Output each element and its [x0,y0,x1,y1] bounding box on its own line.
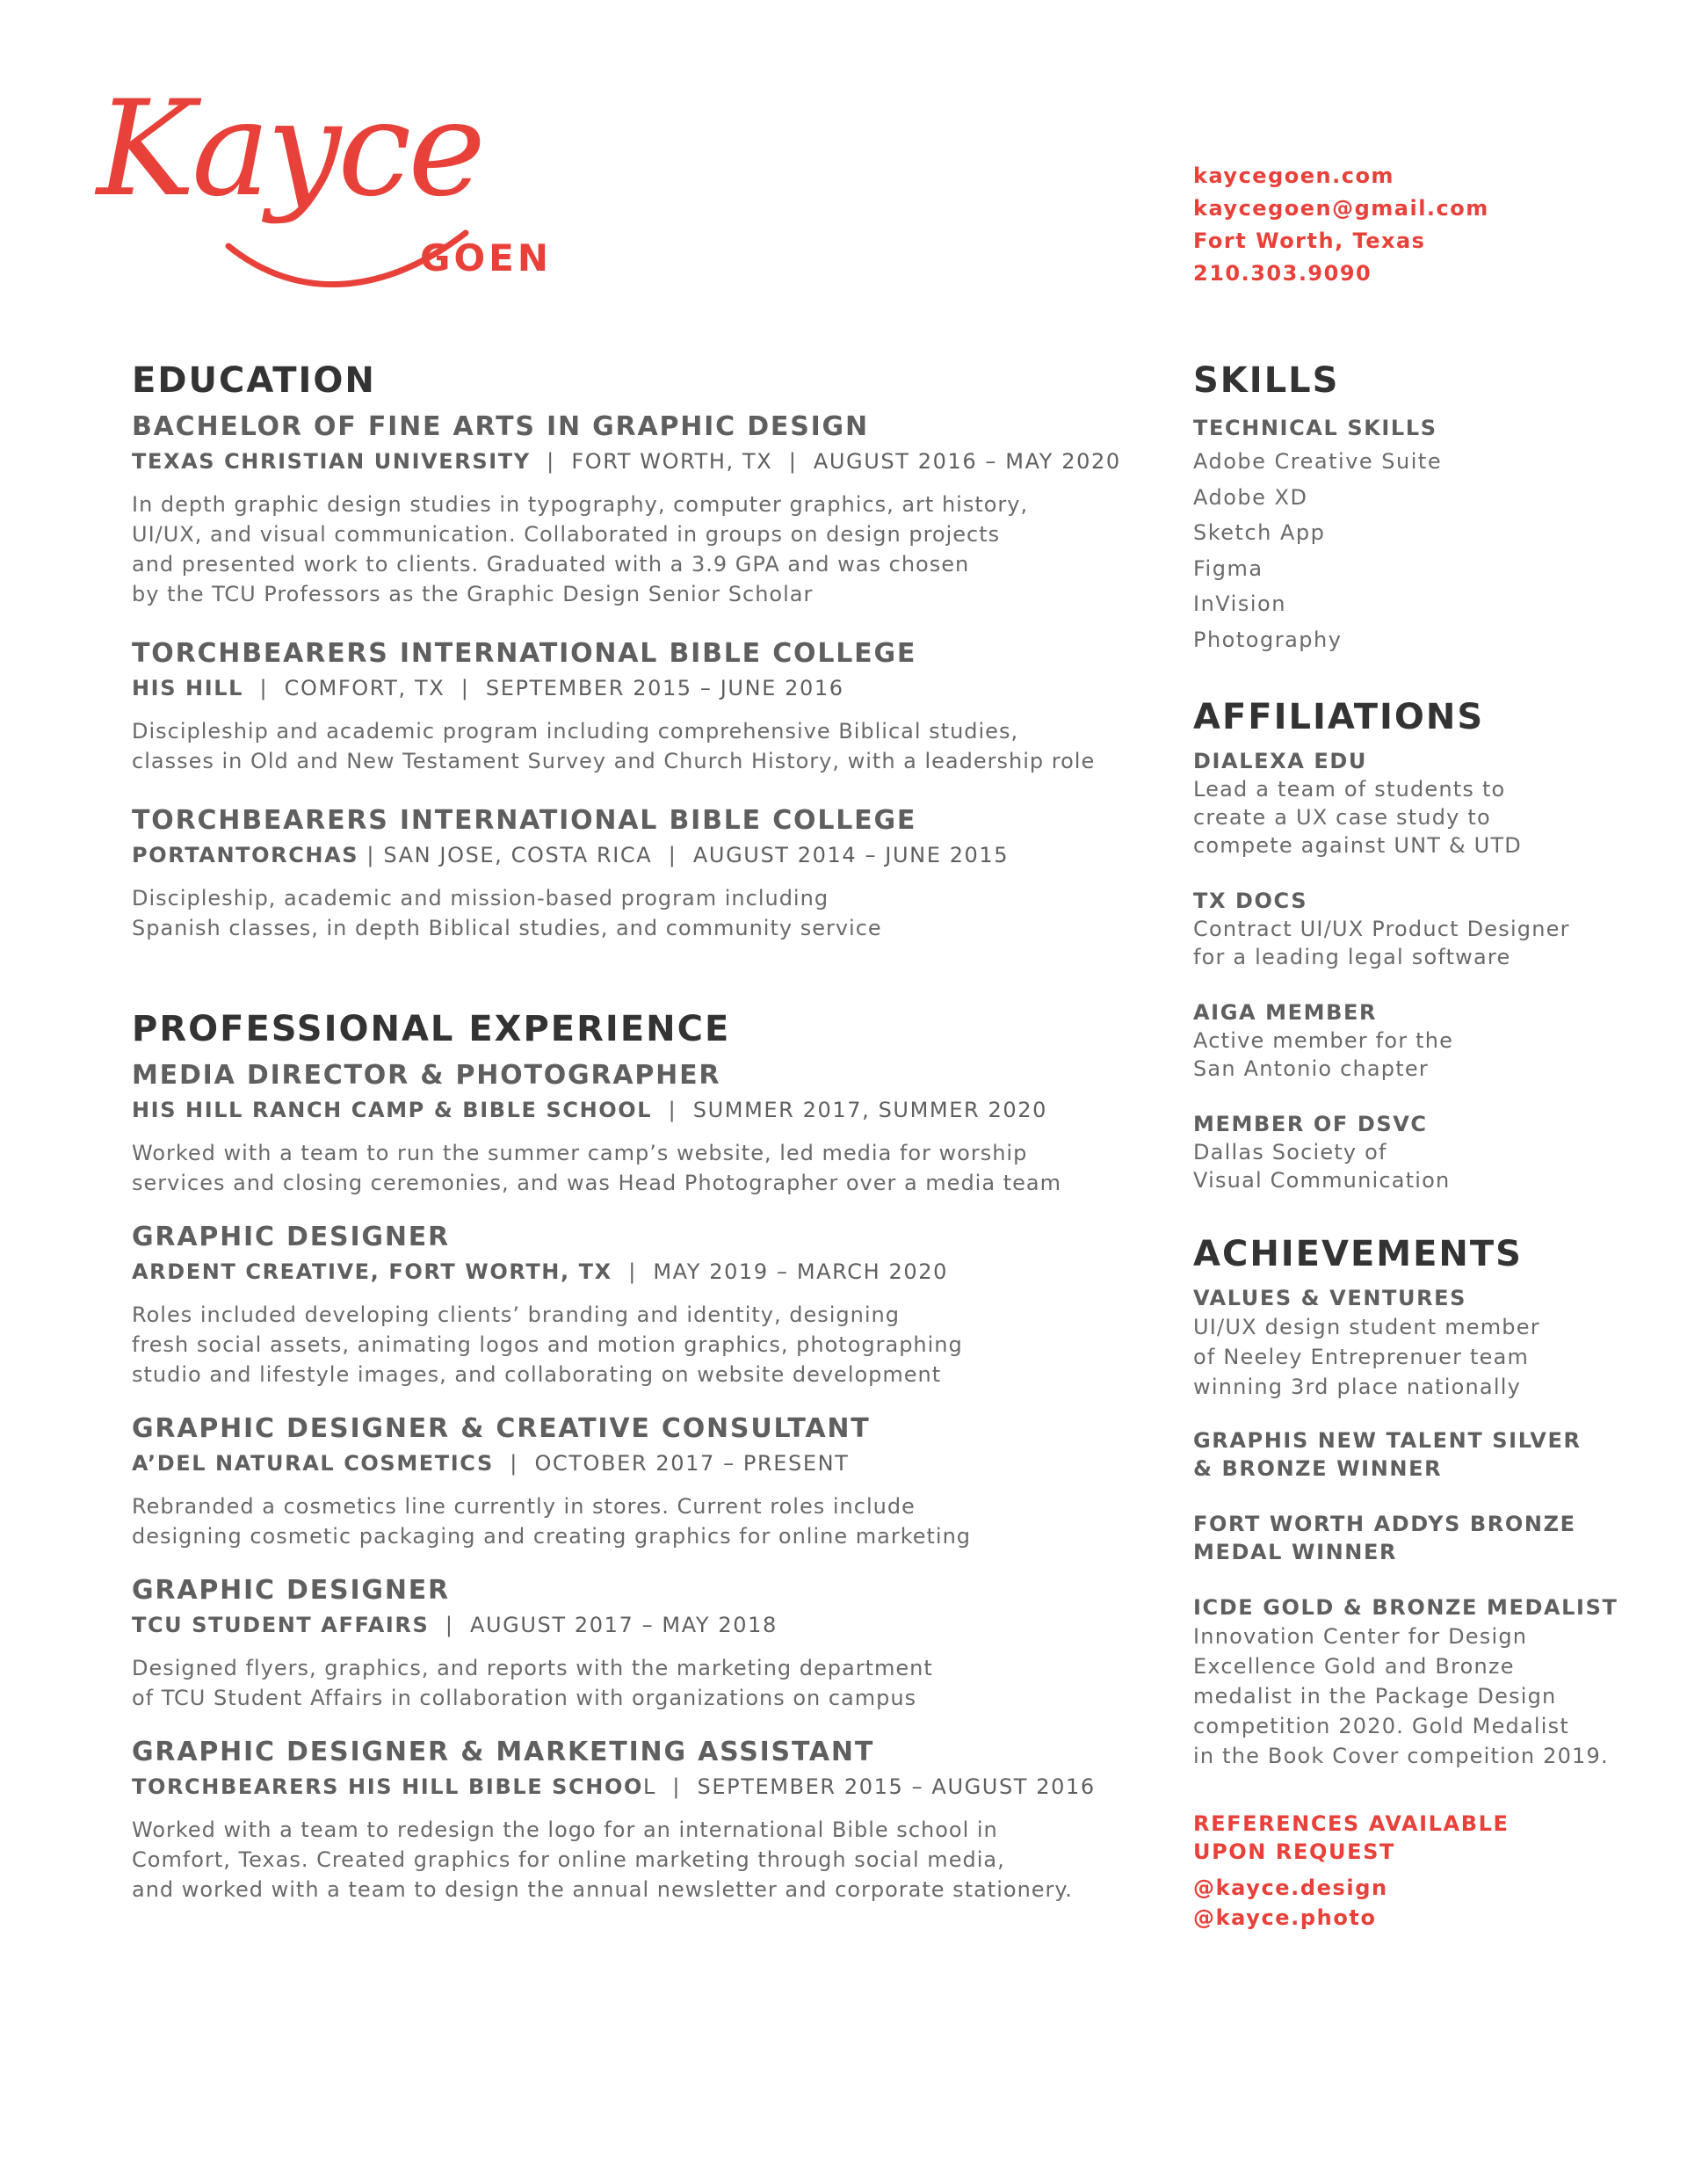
achievement-title: FORT WORTH ADDYS BRONZE [1193,1512,1576,1536]
desc-line: Spanish classes, in depth Biblical studies, and community service [132,916,882,940]
affiliation-entry [1193,1110,1615,1194]
experience-entry [132,1572,1151,1713]
desc-line: and presented work to clients. Graduated with a 3.9 GPA and was chosen [132,552,970,577]
entry-description [132,1653,1151,1713]
desc-line: studio and lifestyle images, and collaborating on website development [132,1362,942,1387]
affiliations-section [1193,693,1615,1194]
achievement-entry [1193,1593,1618,1771]
desc-line: Designed flyers, graphics, and reports with the marketing department [132,1656,933,1680]
experience-entry [132,1734,1151,1905]
affiliation-title: AIGA MEMBER [1193,1000,1378,1025]
phone-text: 210.303.9090 [1193,261,1372,286]
affiliation-title: MEMBER OF DSVC [1193,1112,1428,1136]
desc-line: and worked with a team to design the annual newsletter and corporate stationery. [132,1877,1073,1902]
entry-details: | SAN JOSE, COSTA RICA | AUGUST 2014 – JUNE 2015 [358,843,1010,867]
entry-meta [132,1256,1151,1288]
entry-title: TORCHBEARERS INTERNATIONAL BIBLE COLLEGE [132,805,917,836]
entry-title: BACHELOR OF FINE ARTS IN GRAPHIC DESIGN [132,411,869,442]
entry-meta [132,1609,1151,1641]
affiliation-line: Lead a team of students to [1193,777,1506,802]
right-column [1193,356,1618,1933]
website-link[interactable]: kaycegoen.com [1193,163,1394,188]
affiliation-line: Visual Communication [1193,1168,1451,1193]
skill-item: InVision [1193,591,1286,616]
achievement-line: competition 2020. Gold Medalist [1193,1714,1569,1738]
entry-org: PORTANTORCHAS [132,843,359,867]
entry-meta [132,1094,1151,1126]
experience-entry [132,1057,1151,1198]
affiliation-entry [1193,747,1615,860]
desc-line: services and closing ceremonies, and was Head Photographer over a media team [132,1171,1061,1195]
section-heading: EDUCATION [132,360,376,401]
entry-description [132,490,1151,609]
education-entry [132,635,1151,776]
affiliation-line: Contract UI/UX Product Designer [1193,917,1570,941]
achievement-title: GRAPHIS NEW TALENT SILVER [1193,1428,1582,1453]
contact-block [1193,160,1489,290]
section-heading: PROFESSIONAL EXPERIENCE [132,1009,731,1049]
desc-line: In depth graphic design studies in typography, computer graphics, art history, [132,492,1029,517]
affiliation-line: Dallas Society of [1193,1140,1387,1165]
entry-details: | FORT WORTH, TX | AUGUST 2016 – MAY 2020 [530,449,1121,474]
photo-handle-link[interactable]: @kayce.photo [1193,1905,1377,1930]
desc-line: Worked with a team to redesign the logo for an international Bible school in [132,1818,998,1842]
achievement-title: ICDE GOLD & BRONZE MEDALIST [1193,1595,1618,1620]
entry-details: | AUGUST 2017 – MAY 2018 [429,1613,778,1637]
affiliation-title: TX DOCS [1193,889,1308,913]
achievement-line: of Neeley Entreprenuer team [1193,1345,1530,1369]
section-heading: SKILLS [1193,360,1340,401]
education-entry [132,802,1151,943]
entry-title: GRAPHIC DESIGNER & CREATIVE CONSULTANT [132,1413,871,1444]
entry-org: HIS HILL RANCH CAMP & BIBLE SCHOOL [132,1098,653,1122]
entry-org: A’DEL NATURAL COSMETICS [132,1451,494,1476]
skills-subheading: TECHNICAL SKILLS [1193,416,1437,440]
skill-item: Adobe XD [1193,484,1308,510]
achievements-section [1193,1230,1618,1771]
entry-description [132,883,1151,943]
entry-title: GRAPHIC DESIGNER [132,1222,450,1252]
desc-line: classes in Old and New Testament Survey and Church History, with a leadership role [132,749,1096,773]
affiliation-line: compete against UNT & UTD [1193,833,1522,858]
skill-item: Sketch App [1193,520,1326,545]
email-link[interactable]: kaycegoen@gmail.com [1193,196,1489,221]
desc-line: Comfort, Texas. Created graphics for online marketing through social media, [132,1847,1005,1872]
desc-line: Worked with a team to run the summer camp’s website, led media for worship [132,1141,1028,1165]
skills-section [1193,356,1615,657]
skill-item: Adobe Creative Suite [1193,449,1443,474]
achievement-title: VALUES & VENTURES [1193,1286,1467,1310]
desc-line: by the TCU Professors as the Graphic Design Senior Scholar [132,582,814,606]
entry-meta [132,1771,1151,1803]
achievement-line: in the Book Cover compeition 2019. [1193,1744,1609,1768]
entry-description [132,716,1151,776]
achievement-entry [1193,1510,1615,1566]
section-heading: ACHIEVEMENTS [1193,1234,1523,1274]
desc-line: Rebranded a cosmetics line currently in stores. Current roles include [132,1494,916,1519]
experience-entry [132,1219,1151,1389]
experience-section [132,1005,1151,1905]
affiliation-entry [1193,998,1615,1083]
desc-line: Discipleship, academic and mission-based program including [132,886,829,911]
entry-title: GRAPHIC DESIGNER [132,1575,450,1606]
entry-title: GRAPHIC DESIGNER & MARKETING ASSISTANT [132,1737,875,1767]
entry-org: HIS HILL [132,676,244,700]
entry-description [132,1491,1151,1551]
location-text: Fort Worth, Texas [1193,229,1426,253]
affiliation-line: Active member for the [1193,1028,1454,1053]
logo-first-name: Kayce [97,73,483,226]
desc-line: designing cosmetic packaging and creating graphics for online marketing [132,1524,972,1549]
logo [97,73,554,294]
entry-meta [132,1448,1151,1479]
achievement-title: & BRONZE WINNER [1193,1456,1443,1481]
desc-line: UI/UX, and visual communication. Collaborated in groups on design projects [132,522,1001,547]
references-note: REFERENCES AVAILABLE [1193,1811,1510,1836]
references-block [1193,1810,1615,1933]
entry-title: MEDIA DIRECTOR & PHOTOGRAPHER [132,1060,721,1091]
achievement-line: Innovation Center for Design [1193,1624,1528,1649]
skill-item: Figma [1193,555,1263,581]
entry-details: | MAY 2019 – MARCH 2020 [612,1259,948,1284]
left-column [132,356,1151,1905]
logo-swash [97,73,554,294]
section-heading: AFFILIATIONS [1193,697,1485,737]
skills-list [1193,444,1615,657]
entry-details: L | SEPTEMBER 2015 – AUGUST 2016 [642,1774,1096,1799]
desc-line: Roles included developing clients’ branding and identity, designing [132,1302,900,1327]
entry-description [132,1815,1151,1905]
entry-org: ARDENT CREATIVE, FORT WORTH, TX [132,1259,612,1284]
entry-org: TEXAS CHRISTIAN UNIVERSITY [132,449,531,474]
desc-line: of TCU Student Affairs in collaboration with organizations on campus [132,1686,917,1710]
achievement-entry [1193,1426,1615,1483]
logo-last-name: GOEN [420,236,553,279]
entry-details: | OCTOBER 2017 – PRESENT [493,1451,850,1476]
experience-entry [132,1411,1151,1551]
entry-description [132,1138,1151,1198]
affiliation-line: San Antonio chapter [1193,1056,1429,1081]
desc-line: fresh social assets, animating logos and motion graphics, photographing [132,1332,963,1357]
education-section [132,356,1151,943]
entry-title: TORCHBEARERS INTERNATIONAL BIBLE COLLEGE [132,638,917,669]
entry-org: TCU STUDENT AFFAIRS [132,1613,430,1637]
education-entry [132,409,1151,609]
skill-item: Photography [1193,627,1343,652]
design-handle-link[interactable]: @kayce.design [1193,1876,1388,1900]
achievement-entry [1193,1284,1615,1402]
desc-line: Discipleship and academic program including comprehensive Biblical studies, [132,719,1019,744]
affiliation-line: for a leading legal software [1193,945,1511,969]
affiliation-title: DIALEXA EDU [1193,749,1367,773]
achievement-line: winning 3rd place nationally [1193,1375,1521,1399]
achievement-line: Excellence Gold and Bronze [1193,1654,1515,1679]
references-note: UPON REQUEST [1193,1839,1395,1864]
entry-details: | SUMMER 2017, SUMMER 2020 [652,1098,1047,1122]
achievement-title: MEDAL WINNER [1193,1540,1398,1564]
entry-meta [132,672,1151,704]
achievement-line: UI/UX design student member [1193,1315,1540,1339]
achievement-line: medalist in the Package Design [1193,1684,1557,1709]
affiliation-entry [1193,887,1615,971]
entry-org: TORCHBEARERS HIS HILL BIBLE SCHOO [132,1774,643,1799]
affiliation-line: create a UX case study to [1193,805,1491,830]
entry-meta [132,446,1151,477]
entry-description [132,1300,1151,1389]
entry-meta [132,839,1151,871]
entry-details: | COMFORT, TX | SEPTEMBER 2015 – JUNE 2016 [243,676,844,700]
